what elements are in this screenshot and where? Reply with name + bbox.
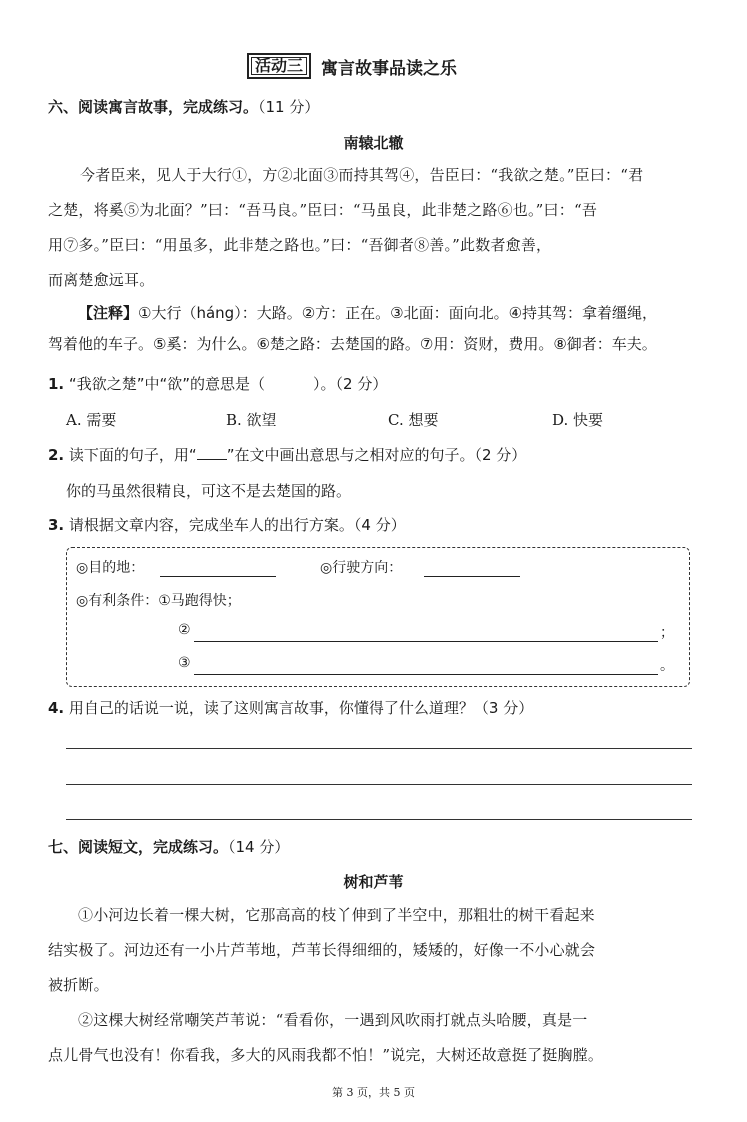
question-text: 请根据文章内容，完成坐车人的出行方案。（4 分）: [68, 516, 406, 534]
answer-line[interactable]: [66, 819, 692, 820]
question-number: 3.: [48, 516, 65, 534]
direction-input[interactable]: [424, 576, 520, 577]
story2-line: ①小河边长着一棵大树，它那高高的枝丫伸到了半空中，那粗壮的树干看起来: [78, 906, 595, 924]
activity-title: 寓言故事品读之乐: [321, 58, 458, 79]
condition-2-marker: ②: [178, 622, 191, 638]
condition-2-input[interactable]: [194, 641, 658, 642]
condition-1: ①马跑得快；: [158, 593, 241, 609]
answer-line[interactable]: [66, 784, 692, 785]
question-1: [48, 373, 387, 394]
story2-line: 点儿骨气也没有！你看我，多大的风雨我都不怕！”说完，大树还故意挺了挺胸膛。: [48, 1046, 604, 1064]
option-b[interactable]: B. 欲望: [226, 411, 277, 429]
conditions-row: [76, 590, 241, 610]
question-text: ）。（2 分）: [313, 375, 388, 393]
destination-label: ◎目的地：: [76, 560, 145, 576]
story2-line: 结实极了。河边还有一小片芦苇地，芦苇长得细细的，矮矮的，好像一不小心就会: [48, 941, 596, 959]
story2-line: ②这棵大树经常嘲笑芦苇说：“看看你，一遇到风吹雨打就点头哈腰，真是一: [78, 1011, 588, 1029]
conditions-label: ◎有利条件：: [76, 593, 159, 609]
note-label: 【注释】: [78, 304, 139, 322]
activity-header: [247, 53, 457, 79]
destination-input[interactable]: [160, 576, 276, 577]
story-line: 而离楚愈远耳。: [48, 271, 155, 289]
page-footer: 第 3 页，共 5 页: [332, 1086, 415, 1099]
story-line: 今者臣来，见人于大行①，方②北面③而持其驾④，告臣曰：“我欲之楚。”臣曰：“君: [80, 166, 644, 184]
story-text: [48, 158, 708, 298]
section7-heading: [48, 836, 289, 857]
story2-line: 被折断。: [48, 976, 109, 994]
question-text: 读下面的句子，用“: [68, 446, 197, 464]
story-line: 之楚，将奚⑤为北面？”曰：“吾马良。”臣曰：“马虽良，此非楚之路⑥也。”曰：“吾: [48, 201, 598, 219]
activity-tag: 活动三: [247, 53, 311, 79]
section7-heading-text: 七、阅读短文，完成练习。: [48, 838, 229, 856]
condition-2-end: ；: [660, 625, 674, 641]
option-c[interactable]: C. 想要: [388, 411, 439, 429]
condition-3-input[interactable]: [194, 674, 658, 675]
story-title: 南辕北辙: [343, 134, 404, 152]
section6-heading: [48, 96, 319, 117]
question-number: 1.: [48, 375, 65, 393]
direction-label: ◎行驶方向：: [320, 560, 403, 576]
condition-3-marker: ③: [178, 655, 191, 671]
answer-line[interactable]: [66, 748, 692, 749]
section6-heading-text: 六、阅读寓言故事，完成练习。: [48, 98, 259, 116]
notes: [48, 298, 708, 360]
story2-title: 树和芦苇: [343, 873, 404, 891]
section7-score: （14 分）: [228, 838, 290, 856]
note-text: ①大行（háng）：大路。②方：正在。③北面：面向北。④持其驾：拿着缰绳，: [138, 304, 658, 322]
question-text: 用自己的话说一说，读了这则寓言故事，你懂得了什么道理？（3 分）: [68, 699, 534, 717]
q2-sentence: 你的马虽然很精良，可这不是去楚国的路。: [66, 482, 352, 500]
question-3: [48, 514, 406, 535]
underline-sample: [197, 459, 227, 460]
note-text: 驾着他的车子。⑤奚：为什么。⑥楚之路：去楚国的路。⑦用：资财，费用。⑧御者：车夫。: [48, 335, 657, 353]
question-number: 4.: [48, 699, 65, 717]
story-line: 用⑦多。”臣曰：“用虽多，此非楚之路也。”曰：“吾御者⑧善。”此数者愈善，: [48, 236, 552, 254]
question-text: “我欲之楚”中“欲”的意思是（: [68, 375, 266, 393]
question-text: ”在文中画出意思与之相对应的句子。（2 分）: [226, 446, 527, 464]
question-4: [48, 697, 533, 718]
section6-score: （11 分）: [258, 98, 320, 116]
option-d[interactable]: D. 快要: [552, 411, 604, 429]
story2-text: [48, 898, 708, 1073]
option-a[interactable]: A. 需要: [66, 411, 117, 429]
question-number: 2.: [48, 446, 65, 464]
question-2: [48, 444, 526, 465]
condition-3-end: 。: [660, 658, 674, 674]
